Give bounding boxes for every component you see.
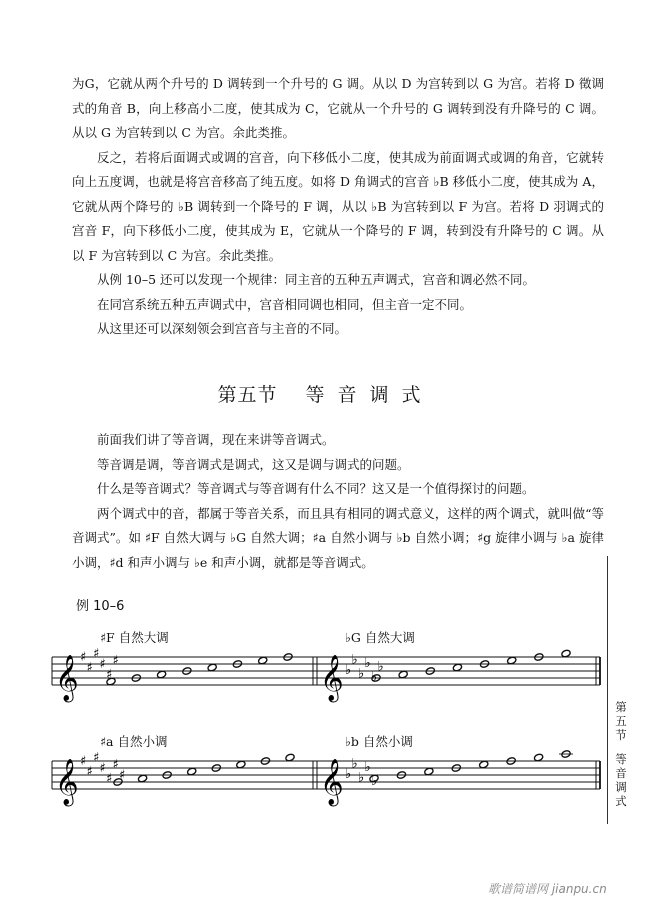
whole-note — [258, 656, 268, 665]
flat-icon: ♭ — [364, 760, 371, 775]
section-title-char: 等 — [305, 384, 326, 406]
whole-note — [398, 670, 408, 679]
paragraph: 什么是等音调式？等音调式与等音调有什么不同？这又是一个值得探讨的问题。 — [97, 481, 535, 496]
flat-icon: ♭ — [351, 652, 358, 668]
flat-icon: ♭ — [364, 656, 371, 671]
sharp-icon: ♯ — [99, 761, 106, 776]
side-tab-title: 等音调式 — [615, 752, 627, 808]
section-number: 第五节 — [217, 384, 278, 406]
music-staff-row-1 — [52, 647, 600, 704]
sharp-icon: ♯ — [93, 646, 100, 662]
sharp-icon: ♯ — [112, 757, 119, 773]
sharp-icon: ♯ — [119, 768, 126, 783]
sharp-icon: ♯ — [106, 667, 113, 683]
flat-icon: ♭ — [358, 770, 365, 786]
whole-note — [479, 760, 489, 769]
side-tab-section: 第五节 — [615, 700, 627, 742]
paragraph: 从这里还可以深刻领会到宫音与主音的不同。 — [97, 321, 348, 336]
music-staff-row-2 — [52, 750, 600, 807]
flat-icon: ♭ — [377, 659, 384, 675]
whole-note — [236, 760, 246, 769]
flat-icon: ♭ — [345, 767, 352, 782]
sharp-icon: ♯ — [93, 750, 100, 766]
paragraph: 两个调式中的音，都属于等音关系，而且具有相同的调式意义，这样的两个调式，就叫做“等音调式”。如 ♯F 自然大调与 ♭G 自然大调；♯a 自然小调与 ♭b 自然小调；♯g 旋律小调与 ♭a 旋律小调，♯d 和声小调与 ♭e 和声小调，就都是等音调式。 — [72, 505, 604, 570]
scale-label: ♯a 自然小调 — [100, 734, 168, 749]
sharp-icon: ♯ — [99, 657, 106, 672]
treble-clef-icon: 𝄞 — [55, 655, 79, 701]
section-title-char: 音 — [337, 384, 358, 406]
sharp-icon: ♯ — [86, 764, 93, 780]
treble-clef-icon: 𝄞 — [55, 759, 79, 805]
sharp-icon: ♯ — [106, 771, 113, 787]
whole-note — [534, 753, 544, 762]
scale-label: ♭G 自然大调 — [345, 630, 415, 645]
sharp-icon: ♯ — [112, 653, 119, 669]
section-title-char: 调 — [369, 384, 390, 406]
whole-note — [187, 767, 197, 776]
paragraph: 在同宫系统五种五声调式中，宫音相同调也相同，但主音一定不同。 — [97, 296, 473, 312]
flat-icon: ♭ — [358, 666, 365, 682]
whole-note — [207, 663, 217, 672]
paragraph: 等音调是调，等音调式是调式，这又是调与调式的问题。 — [97, 456, 410, 472]
sharp-icon: ♯ — [86, 660, 93, 676]
paragraph: 从例 10–5 还可以发现一个规律：同主音的五种五声调式，宫音和调必然不同。 — [97, 272, 536, 287]
scale-label: ♭b 自然小调 — [345, 734, 413, 749]
side-rule — [607, 556, 608, 824]
whole-note — [138, 774, 148, 783]
treble-clef-icon: 𝄞 — [320, 655, 344, 701]
sharp-icon: ♯ — [80, 650, 87, 665]
flat-icon: ♭ — [371, 670, 378, 685]
whole-note — [285, 753, 295, 762]
flat-icon: ♭ — [371, 774, 378, 789]
scale-label: ♯F 自然大调 — [100, 630, 169, 645]
paragraph: 前面我们讲了等音调，现在来讲等音调式。 — [97, 432, 335, 447]
whole-note — [424, 767, 434, 776]
paragraph: 为G，它就从两个升号的 D 调转到一个升号的 G 调。从以 D 为宫转到以 G 为宫。若将 D 徵调式的角音 B，向上移高小二度，使其成为 C，它就从一个升号的 G 调转到没有升降号的 C 调。从以 G 为宫转到以 C 为宫。余此类推。 — [72, 76, 604, 140]
flat-icon: ♭ — [351, 756, 358, 772]
sharp-icon: ♯ — [80, 754, 87, 769]
whole-note — [507, 656, 517, 665]
side-tab — [613, 700, 629, 808]
whole-note — [561, 649, 571, 658]
example-label: 例 10–6 — [76, 599, 125, 614]
whole-note — [157, 670, 167, 679]
section-title-char: 式 — [401, 384, 422, 406]
watermark: 歌谱简谱网 jianpu.cn — [488, 882, 607, 896]
paragraph: 反之，若将后面调式或调的宫音，向下移低小二度，使其成为前面调式或调的角音，它就转向上五度调，也就是将宫音移高了纯五度。如将 D 角调式的宫音 ♭B 移低小二度，使其成为 A，它就从两个降号的 ♭B 调转到一个降号的 F 调，从以 ♭B 为宫转到以 F 为宫。若将 D 羽调式的宫音 F，向下移低小二度，使其成为 E，它就从一个降号的 F 调，转到没有升降号的 C 调。从以 F 为宫转到以 C 为宫。余此类推。 — [72, 149, 604, 263]
flat-icon: ♭ — [345, 663, 352, 678]
whole-note — [452, 663, 462, 672]
treble-clef-icon: 𝄞 — [320, 759, 344, 805]
